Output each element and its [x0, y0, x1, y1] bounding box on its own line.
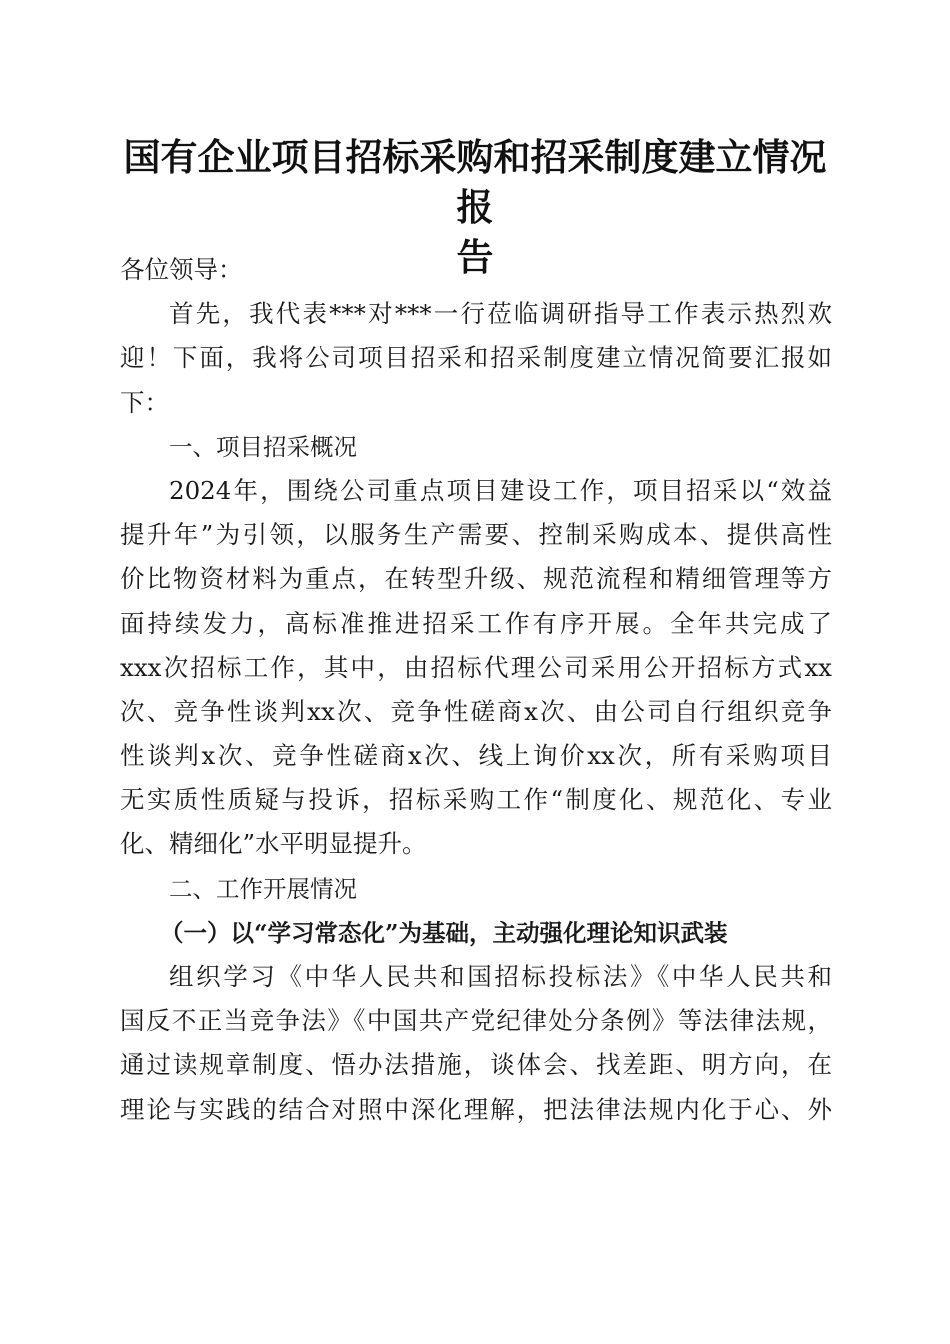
intro-line-2: 迎！下面，我将公司项目招采和招采制度建立情况简要汇报如	[120, 343, 832, 373]
section1-line-6: 次、竞争性谈判xx次、竞争性磋商x次、由公司自行组织竞争	[120, 696, 832, 726]
intro-line-3: 下：	[120, 387, 169, 417]
intro-line-1: 首先，我代表***对***一行莅临调研指导工作表示热烈欢	[169, 299, 832, 329]
title-line-1: 国有企业项目招标采购和招采制度建立情况报	[123, 135, 827, 229]
section1-line-3: 价比物资材料为重点，在转型升级、规范流程和精细管理等方	[120, 564, 832, 594]
subsection1-line-2: 国反不正当竞争法》《中国共产党纪律处分条例》等法律法规，	[120, 1006, 832, 1036]
subsection1-line-3: 通过读规章制度、悟办法措施，谈体会、找差距、明方向，在	[120, 1050, 832, 1080]
subsection1-line-1: 组织学习《中华人民共和国招标投标法》《中华人民共和	[169, 962, 832, 991]
salutation: 各位领导：	[120, 255, 243, 284]
subsection1-heading: （一）以“学习常态化”为基础，主动强化理论知识武装	[160, 918, 728, 947]
section1-line-7: 性谈判x次、竞争性磋商x次、线上询价xx次，所有采购项目	[120, 741, 832, 771]
subsection1-line-4: 理论与实践的结合对照中深化理解，把法律法规内化于心、外	[120, 1094, 832, 1124]
section2-heading: 二、工作开展情况	[169, 874, 357, 903]
section1-line-5: xxx次招标工作，其中，由招标代理公司采用公开招标方式xx	[120, 652, 832, 682]
section1-line-9: 化、精细化”水平明显提升。	[120, 829, 427, 859]
section1-line-4: 面持续发力，高标准推进招采工作有序开展。全年共完成了	[120, 608, 832, 638]
section1-line-2: 提升年”为引领，以服务生产需要、控制采购成本、提供高性	[120, 520, 832, 550]
section1-heading: 一、项目招采概况	[169, 432, 357, 461]
document-body	[120, 248, 832, 1132]
section1-line-1: 2024年，围绕公司重点项目建设工作，项目招采以“效益	[169, 475, 832, 505]
section1-line-8: 无实质性质疑与投诉，招标采购工作“制度化、规范化、专业	[120, 785, 832, 815]
title-line-2: 告	[456, 235, 494, 279]
